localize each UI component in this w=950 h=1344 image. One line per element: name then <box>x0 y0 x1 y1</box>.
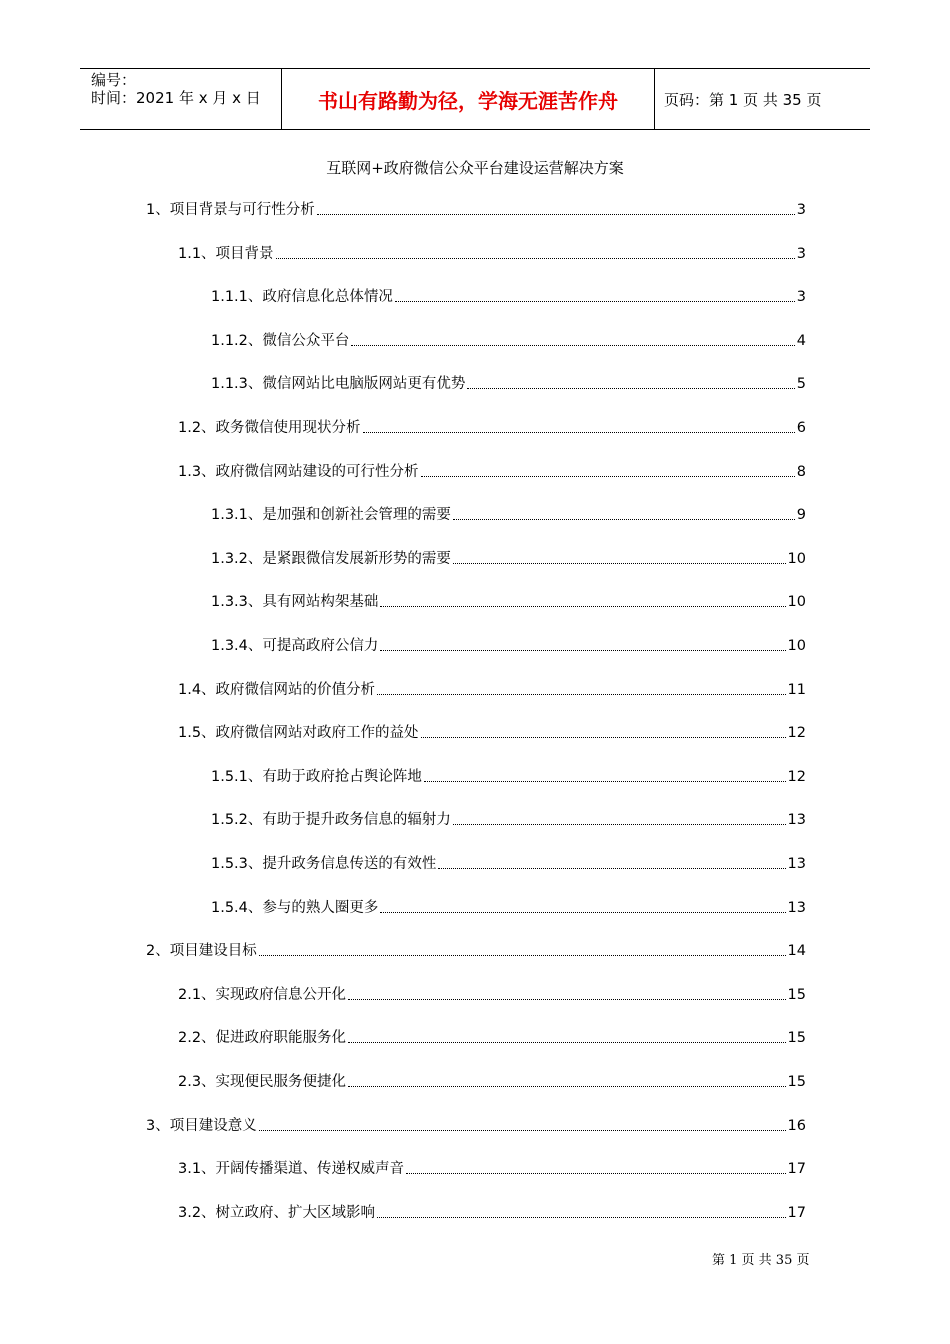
toc-entry[interactable] <box>211 590 806 612</box>
toc-leader-dots <box>421 737 786 738</box>
toc-entry[interactable] <box>211 547 806 569</box>
toc-entry-page: 3 <box>796 289 806 305</box>
toc-entry-page: 15 <box>787 1030 806 1046</box>
toc-entry-page: 13 <box>787 856 806 872</box>
toc-entry-label: 3.2、树立政府、扩大区域影响 <box>178 1205 376 1221</box>
toc-leader-dots <box>406 1173 785 1174</box>
toc-entry-label: 1.3.2、是紧跟微信发展新形势的需要 <box>211 551 451 567</box>
toc-entry-page: 10 <box>787 551 806 567</box>
toc-entry-label: 1.3、政府微信网站建设的可行性分析 <box>178 464 419 480</box>
toc-leader-dots <box>438 868 785 869</box>
toc-leader-dots <box>453 519 795 520</box>
toc-entry[interactable] <box>178 721 806 743</box>
toc-leader-dots <box>377 694 785 695</box>
toc-entry-label: 1.5.3、提升政务信息传送的有效性 <box>211 856 437 872</box>
page-footer: 第 1 页 共 35 页 <box>712 1253 810 1268</box>
toc-entry-page: 9 <box>796 507 806 523</box>
document-title: 互联网+政府微信公众平台建设运营解决方案 <box>326 159 624 177</box>
toc-entry-label: 1.5、政府微信网站对政府工作的益处 <box>178 725 419 741</box>
toc-entry[interactable] <box>146 939 806 961</box>
toc-entry[interactable] <box>146 1114 806 1136</box>
toc-entry[interactable] <box>178 1070 806 1092</box>
toc-leader-dots <box>453 563 786 564</box>
toc-leader-dots <box>276 258 795 259</box>
toc-entry[interactable] <box>178 678 806 700</box>
toc-entry-label: 2.2、促进政府职能服务化 <box>178 1030 347 1046</box>
toc-leader-dots <box>259 955 786 956</box>
header-meta <box>91 71 261 107</box>
toc-entry[interactable] <box>211 285 806 307</box>
toc-leader-dots <box>380 606 785 607</box>
toc-entry-page: 17 <box>787 1161 806 1177</box>
toc-leader-dots <box>351 345 794 346</box>
toc-entry[interactable] <box>146 198 806 220</box>
toc-leader-dots <box>380 912 785 913</box>
toc-entry[interactable] <box>211 372 806 394</box>
document-number-label: 编号： <box>91 71 137 89</box>
toc-entry-label: 1.4、政府微信网站的价值分析 <box>178 682 376 698</box>
toc-entry-page: 14 <box>787 943 806 959</box>
toc-entry-page: 6 <box>796 420 806 436</box>
toc-entry[interactable] <box>211 634 806 656</box>
toc-entry-label: 1.3.4、可提高政府公信力 <box>211 638 379 654</box>
toc-entry[interactable] <box>211 808 806 830</box>
header-divider <box>654 69 655 129</box>
toc-entry-label: 1.2、政务微信使用现状分析 <box>178 420 361 436</box>
toc-leader-dots <box>363 432 795 433</box>
toc-entry-page: 16 <box>787 1118 806 1134</box>
toc-entry-page: 13 <box>787 900 806 916</box>
toc-entry-label: 1.3.1、是加强和创新社会管理的需要 <box>211 507 451 523</box>
toc-entry-page: 17 <box>787 1205 806 1221</box>
document-date: 时间：2021 年 x 月 x 日 <box>91 89 261 107</box>
toc-leader-dots <box>395 301 795 302</box>
toc-leader-dots <box>348 999 785 1000</box>
toc-entry[interactable] <box>178 1157 806 1179</box>
toc-entry-label: 3.1、开阔传播渠道、传递权威声音 <box>178 1161 405 1177</box>
toc-entry-page: 11 <box>787 682 806 698</box>
toc-entry[interactable] <box>178 1026 806 1048</box>
toc-entry[interactable] <box>178 983 806 1005</box>
toc-entry-page: 10 <box>787 594 806 610</box>
toc-entry-page: 10 <box>787 638 806 654</box>
toc-entry-page: 5 <box>796 376 806 392</box>
toc-entry[interactable] <box>211 896 806 918</box>
toc-entry-page: 15 <box>787 1074 806 1090</box>
toc-leader-dots <box>317 214 795 215</box>
toc-entry-label: 1.5.2、有助于提升政务信息的辐射力 <box>211 812 451 828</box>
toc-entry[interactable] <box>211 765 806 787</box>
toc-entry-label: 2.1、实现政府信息公开化 <box>178 987 347 1003</box>
toc-leader-dots <box>377 1217 785 1218</box>
header-page-info: 页码：第 1 页 共 35 页 <box>664 90 822 109</box>
toc-entry-label: 1.1、项目背景 <box>178 246 274 262</box>
toc-entry-label: 1.1.2、微信公众平台 <box>211 333 350 349</box>
toc-entry-page: 15 <box>787 987 806 1003</box>
page-header <box>80 68 870 130</box>
toc-entry-label: 1、项目背景与可行性分析 <box>146 202 315 218</box>
toc-leader-dots <box>348 1042 785 1043</box>
toc-entry-page: 4 <box>796 333 806 349</box>
toc-entry[interactable] <box>178 1201 806 1223</box>
toc-leader-dots <box>453 824 786 825</box>
toc-entry-label: 1.5.1、有助于政府抢占舆论阵地 <box>211 769 422 785</box>
toc-entry-page: 3 <box>796 202 806 218</box>
toc-entry-page: 13 <box>787 812 806 828</box>
toc-entry-label: 1.1.1、政府信息化总体情况 <box>211 289 393 305</box>
toc-entry[interactable] <box>211 503 806 525</box>
toc-entry[interactable] <box>211 852 806 874</box>
toc-entry[interactable] <box>178 460 806 482</box>
header-motto: 书山有路勤为径，学海无涯苦作舟 <box>318 88 618 113</box>
toc-entry-page: 3 <box>796 246 806 262</box>
toc-entry-label: 1.3.3、具有网站构架基础 <box>211 594 379 610</box>
toc-entry-label: 2、项目建设目标 <box>146 943 257 959</box>
toc-entry-label: 1.1.3、微信网站比电脑版网站更有优势 <box>211 376 466 392</box>
toc-leader-dots <box>348 1086 785 1087</box>
toc-leader-dots <box>467 388 794 389</box>
toc-entry-page: 8 <box>796 464 806 480</box>
toc-entry[interactable] <box>178 242 806 264</box>
toc-entry[interactable] <box>178 416 806 438</box>
toc-leader-dots <box>259 1130 786 1131</box>
toc-entry-label: 2.3、实现便民服务便捷化 <box>178 1074 347 1090</box>
toc-entry-label: 3、项目建设意义 <box>146 1118 257 1134</box>
toc-leader-dots <box>424 781 786 782</box>
toc-leader-dots <box>421 476 795 477</box>
toc-entry-label: 1.5.4、参与的熟人圈更多 <box>211 900 379 916</box>
toc-entry-page: 12 <box>787 769 806 785</box>
toc-entry-page: 12 <box>787 725 806 741</box>
toc-leader-dots <box>380 650 785 651</box>
toc-entry[interactable] <box>211 329 806 351</box>
